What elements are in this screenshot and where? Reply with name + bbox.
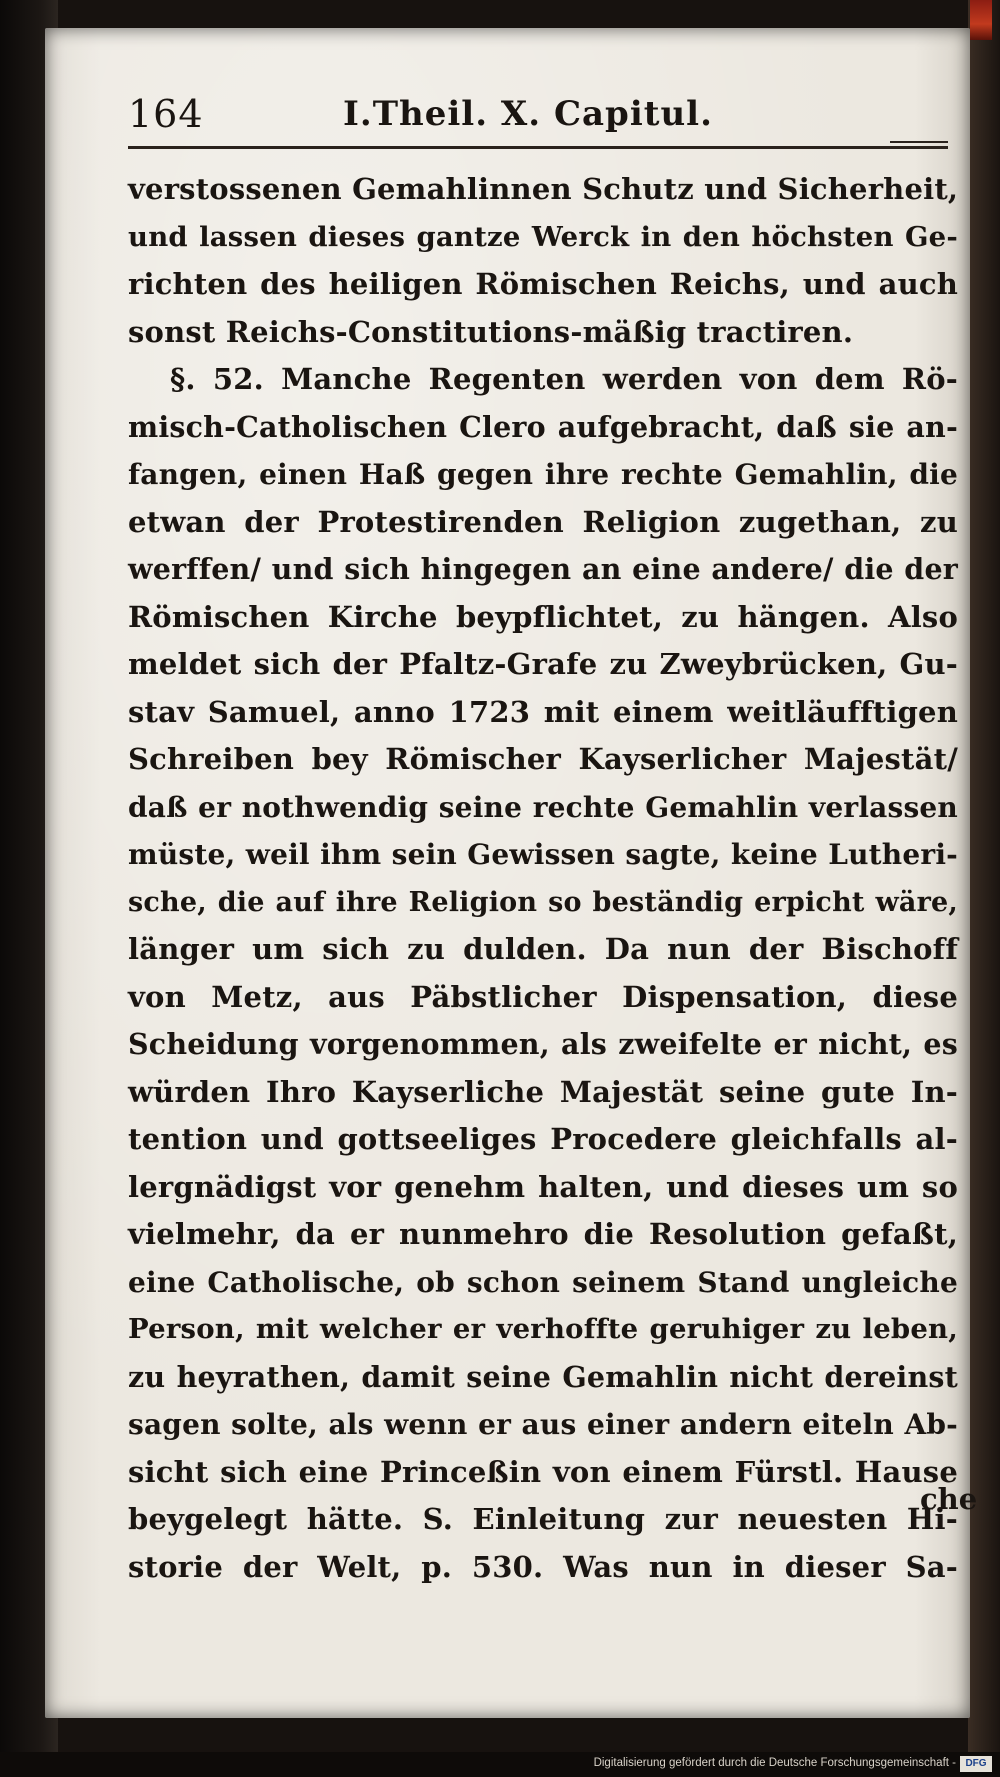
text-line: länger um sich zu dulden. Da nun der Bischoff bbox=[128, 932, 958, 966]
text-line: würden Ihro Kayserliche Majestät seine gute In- bbox=[128, 1074, 958, 1109]
text-line: eine Catholische, ob schon seinem Stand ungleiche bbox=[128, 1265, 958, 1299]
text-line: tention und gottseeliges Procedere gleichfalls al- bbox=[128, 1122, 958, 1156]
dfg-logo: DFG bbox=[960, 1756, 992, 1772]
text-line: verstossenen Gemahlinnen Schutz und Sicherheit, bbox=[128, 172, 959, 206]
paragraph-start-line: §. 52. Manche Regenten werden von dem Rö- bbox=[170, 362, 958, 396]
text-line: Schreiben bey Römischer Kayserlicher Majestät/ bbox=[128, 742, 958, 776]
page-number: 164 bbox=[128, 92, 204, 136]
digitization-footer bbox=[0, 1752, 1000, 1777]
text-line: misch-Catholischen Clero aufgebracht, daß sie an- bbox=[128, 409, 958, 444]
text-line: müste, weil ihm sein Gewissen sagte, keine Lutheri- bbox=[128, 838, 958, 871]
text-line: richten des heiligen Römischen Reichs, und auch bbox=[128, 267, 958, 301]
text-line: storie der Welt, p. 530. Was nun in dieser Sa- bbox=[128, 1549, 958, 1584]
text-line: zu heyrathen, damit seine Gemahlin nicht dereinst bbox=[128, 1359, 958, 1394]
funding-credit: Digitalisierung gefördert durch die Deutsche Forschungsgemeinschaft - bbox=[593, 1757, 956, 1769]
text-line: vielmehr, da er nunmehro die Resolution gefaßt, bbox=[128, 1217, 958, 1251]
text-line: Scheidung vorgenommen, als zweifelte er nicht, es bbox=[128, 1027, 958, 1061]
text-line: meldet sich der Pfaltz-Grafe zu Zweybrücken, Gu- bbox=[128, 647, 958, 681]
bookmark-ribbon bbox=[970, 0, 992, 40]
text-line: werffen/ und sich hingegen an eine andere/ die der bbox=[128, 552, 958, 586]
text-line: Römischen Kirche beypflichtet, zu hängen. Also bbox=[128, 599, 958, 634]
header-rule bbox=[128, 146, 948, 149]
text-line: lergnädigst vor genehm halten, und dieses um so bbox=[128, 1169, 958, 1204]
text-line: daß er nothwendig seine rechte Gemahlin verlassen bbox=[128, 790, 958, 824]
text-line: etwan der Protestirenden Religion zugethan, zu bbox=[128, 504, 958, 539]
text-line: Person, mit welcher er verhoffte geruhiger zu leben, bbox=[128, 1313, 958, 1345]
text-line: von Metz, aus Päbstlicher Dispensation, diese bbox=[128, 979, 958, 1014]
text-line: fangen, einen Haß gegen ihre rechte Gemahlin, die bbox=[128, 458, 958, 491]
chapter-heading: I.Theil. X. Capitul. bbox=[343, 94, 713, 134]
body-text bbox=[128, 166, 958, 1591]
running-head bbox=[128, 92, 948, 144]
text-line: sicht sich eine Princeßin von einem Fürstl. Hause bbox=[128, 1454, 958, 1489]
catchword: che bbox=[920, 1482, 978, 1516]
header-rule-short bbox=[890, 141, 948, 143]
text-line: beygelegt hätte. S. Einleitung zur neuesten Hi- bbox=[128, 1502, 958, 1536]
text-line: sonst Reichs-Constitutions-mäßig tractiren. bbox=[128, 314, 854, 349]
text-line: sche, die auf ihre Religion so beständig erpicht wäre, bbox=[128, 886, 958, 918]
text-line: stav Samuel, anno 1723 mit einem weitläufftigen bbox=[128, 694, 958, 729]
text-line: und lassen dieses gantze Werck in den höchsten Ge- bbox=[128, 220, 958, 253]
text-line: sagen solte, als wenn er aus einer andern eiteln Ab- bbox=[128, 1408, 958, 1441]
